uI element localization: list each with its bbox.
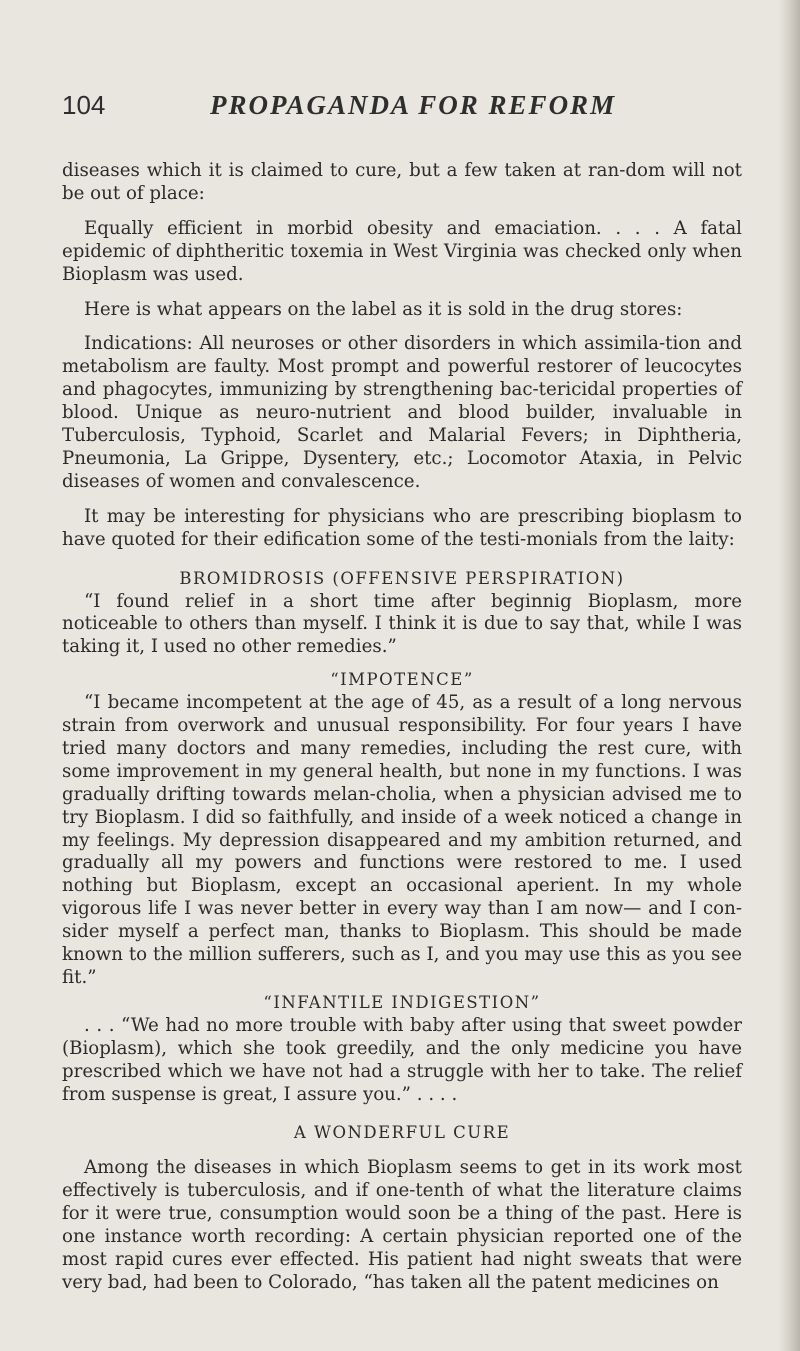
- paragraph-testimonial-intro: It may be interesting for physicians who are prescribing bioplasm to have quoted for their edification some of the testi-monials from the laity:: [62, 505, 742, 550]
- heading-impotence: “IMPOTENCE”: [330, 670, 474, 690]
- testimonial-infantile-indigestion: . . . “We had no more trouble with baby after using that sweet powder (Bioplasm), which she took greedily, and the only medicine you have prescribed which we have not had a struggle with her to take. The relief from suspense is great, I assure you.” . . . .: [62, 1014, 742, 1105]
- heading-wonderful-cure: A WONDERFUL CURE: [293, 1123, 511, 1143]
- paragraph-indications: Indications: All neuroses or other disorders in which assimila-tion and metabolism are faulty. Most prompt and powerful restorer of leucocytes and phagocytes, immunizing by strengthening bac-tericidal properties of blood. Unique as neuro-nutrient and blood builder, invaluable in Tuberculosis, Typhoid, Scarlet and Malarial Fevers; in Diphtheria, Pneumonia, La Grippe, Dysentery, etc.; Locomotor Ataxia, in Pelvic diseases of women and convalescence.: [62, 333, 742, 492]
- heading-infantile-indigestion: “INFANTILE INDIGESTION”: [263, 992, 541, 1012]
- heading-bromidrosis: BROMIDROSIS (OFFENSIVE PERSPIRATION): [179, 568, 625, 588]
- paragraph-wonderful-cure: Among the diseases in which Bioplasm seems to get in its work most effectively is tuberculosis, and if one-tenth of what the literature claims for it were true, consumption would soon be a thing of the past. Here is one instance worth recording: A certain physician reported one of the most rapid cures ever effected. His patient had night sweats that were very bad, had been to Colorado, “has taken all the patent medicines on: [62, 1157, 742, 1293]
- body-text: [62, 160, 742, 1295]
- testimonial-impotence: “I became incompetent at the age of 45, as a result of a long nervous strain from overwork and unusual responsibility. For four years I have tried many doctors and many remedies, including the rest cure, with some improvement in my general health, but none in my functions. I was gradually drifting towards melan-cholia, when a physician advised me to try Bioplasm. I did so faithfully, and inside of a week noticed a change in my feelings. My depression disappeared and my ambition returned, and gradually all my powers and functions were restored to me. I used nothing but Bioplasm, except an occasional aperient. In my whole vigorous life I was never better in every way than I am now— and I con-sider myself a perfect man, thanks to Bioplasm. This should be made known to the million sufferers, such as I, and you may use this as you see fit.”: [62, 692, 742, 988]
- page-number: 104: [62, 90, 106, 120]
- paragraph-continuation: diseases which it is claimed to cure, but a few taken at ran-dom will not be out of place:: [62, 160, 742, 204]
- running-head: PROPAGANDA FOR REFORM: [210, 90, 617, 120]
- page-header: [62, 90, 742, 126]
- paragraph-label-intro: Here is what appears on the label as it is sold in the drug stores:: [84, 298, 683, 320]
- paragraph-claims: Equally efficient in morbid obesity and emaciation. . . . A fatal epidemic of diphtheritic toxemia in West Virginia was checked only when Bioplasm was used.: [62, 217, 742, 285]
- page-edge-shadow: [778, 0, 800, 1351]
- testimonial-bromidrosis: “I found relief in a short time after beginnig Bioplasm, more noticeable to others than myself. I think it is due to say that, while I was taking it, I used no other remedies.”: [62, 590, 742, 658]
